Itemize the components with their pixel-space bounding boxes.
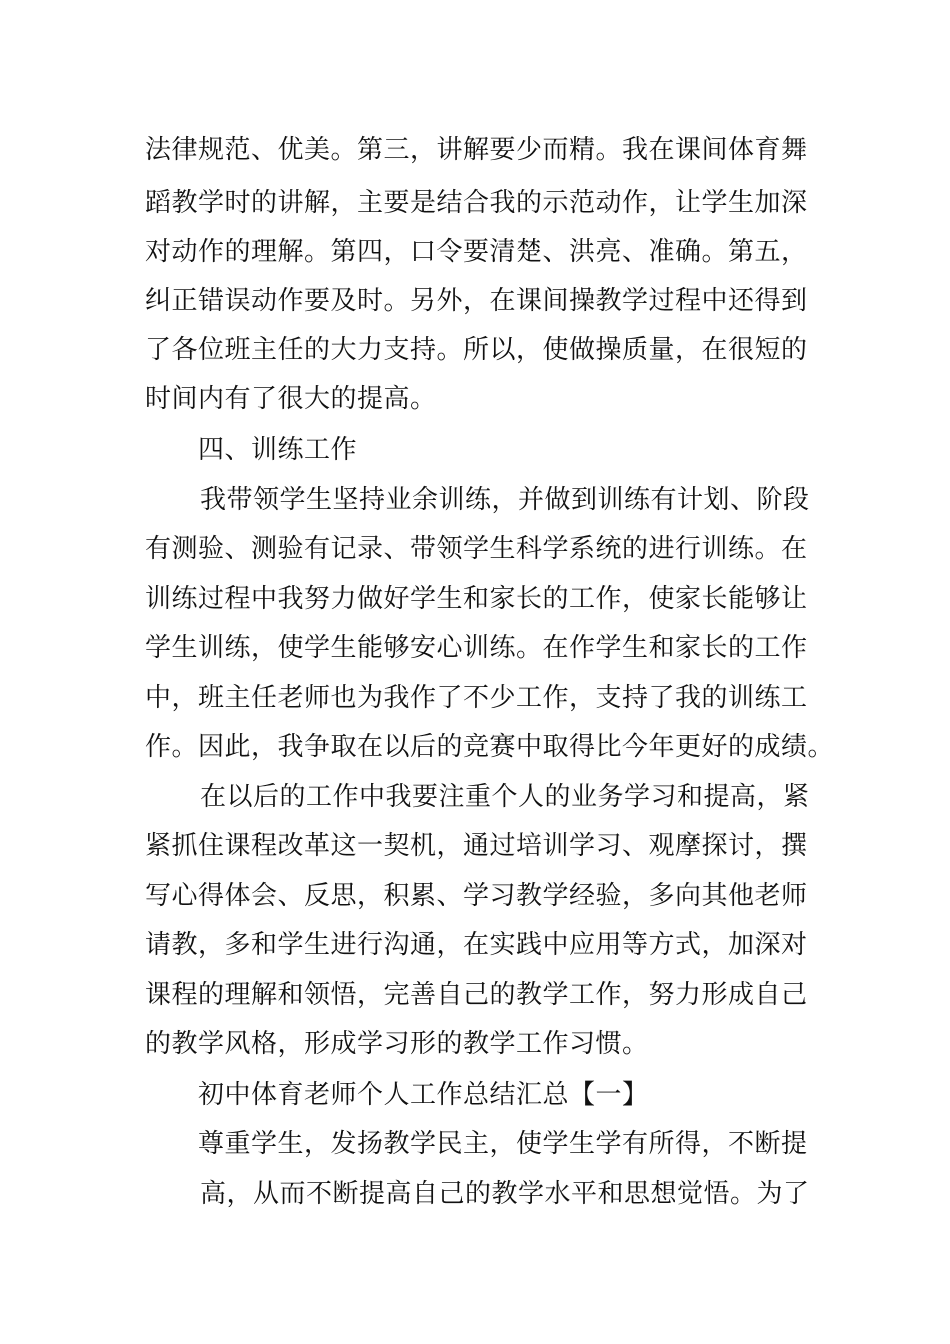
paragraph-line: 对动作的理解。第四，口令要清楚、洪亮、准确。第五，: [145, 237, 808, 267]
section-heading: 初中体育老师个人工作总结汇总【一】: [198, 1080, 649, 1110]
paragraph-line: 高，从而不断提高自己的教学水平和思想觉悟。为了: [200, 1179, 810, 1209]
paragraph-line: 我带领学生坚持业余训练，并做到训练有计划、阶段: [200, 485, 810, 515]
paragraph-line: 紧抓住课程改革这一契机，通过培训学习、观摩探讨，撰: [145, 831, 808, 861]
paragraph-line: 训练过程中我努力做好学生和家长的工作，使家长能够让: [145, 584, 808, 614]
paragraph-line: 法律规范、优美。第三，讲解要少而精。我在课间体育舞: [145, 135, 808, 165]
paragraph-line: 作。因此，我争取在以后的竞赛中取得比今年更好的成绩。: [145, 732, 835, 762]
paragraph-line: 写心得体会、反思，积累、学习教学经验，多向其他老师: [145, 881, 808, 911]
paragraph-line: 纠正错误动作要及时。另外，在课间操教学过程中还得到: [145, 286, 808, 316]
paragraph-line: 尊重学生，发扬教学民主，使学生学有所得，不断提: [198, 1129, 808, 1159]
paragraph-line: 在以后的工作中我要注重个人的业务学习和提高，紧: [200, 782, 810, 812]
paragraph-line: 课程的理解和领悟，完善自己的教学工作，努力形成自己: [145, 980, 808, 1010]
paragraph-line: 请教，多和学生进行沟通，在实践中应用等方式，加深对: [145, 930, 808, 960]
paragraph-line: 学生训练，使学生能够安心训练。在作学生和家长的工作: [145, 633, 808, 663]
paragraph-line: 蹈教学时的讲解，主要是结合我的示范动作，让学生加深: [145, 188, 808, 218]
paragraph-line: 的教学风格，形成学习形的教学工作习惯。: [145, 1029, 649, 1059]
paragraph-line: 有测验、测验有记录、带领学生科学系统的进行训练。在: [145, 534, 808, 564]
section-heading: 四、训练工作: [198, 435, 358, 465]
paragraph-line: 中，班主任老师也为我作了不少工作，支持了我的训练工: [145, 683, 808, 713]
paragraph-line: 了各位班主任的大力支持。所以，使做操质量，在很短的: [145, 335, 808, 365]
paragraph-line: 时间内有了很大的提高。: [145, 384, 437, 414]
